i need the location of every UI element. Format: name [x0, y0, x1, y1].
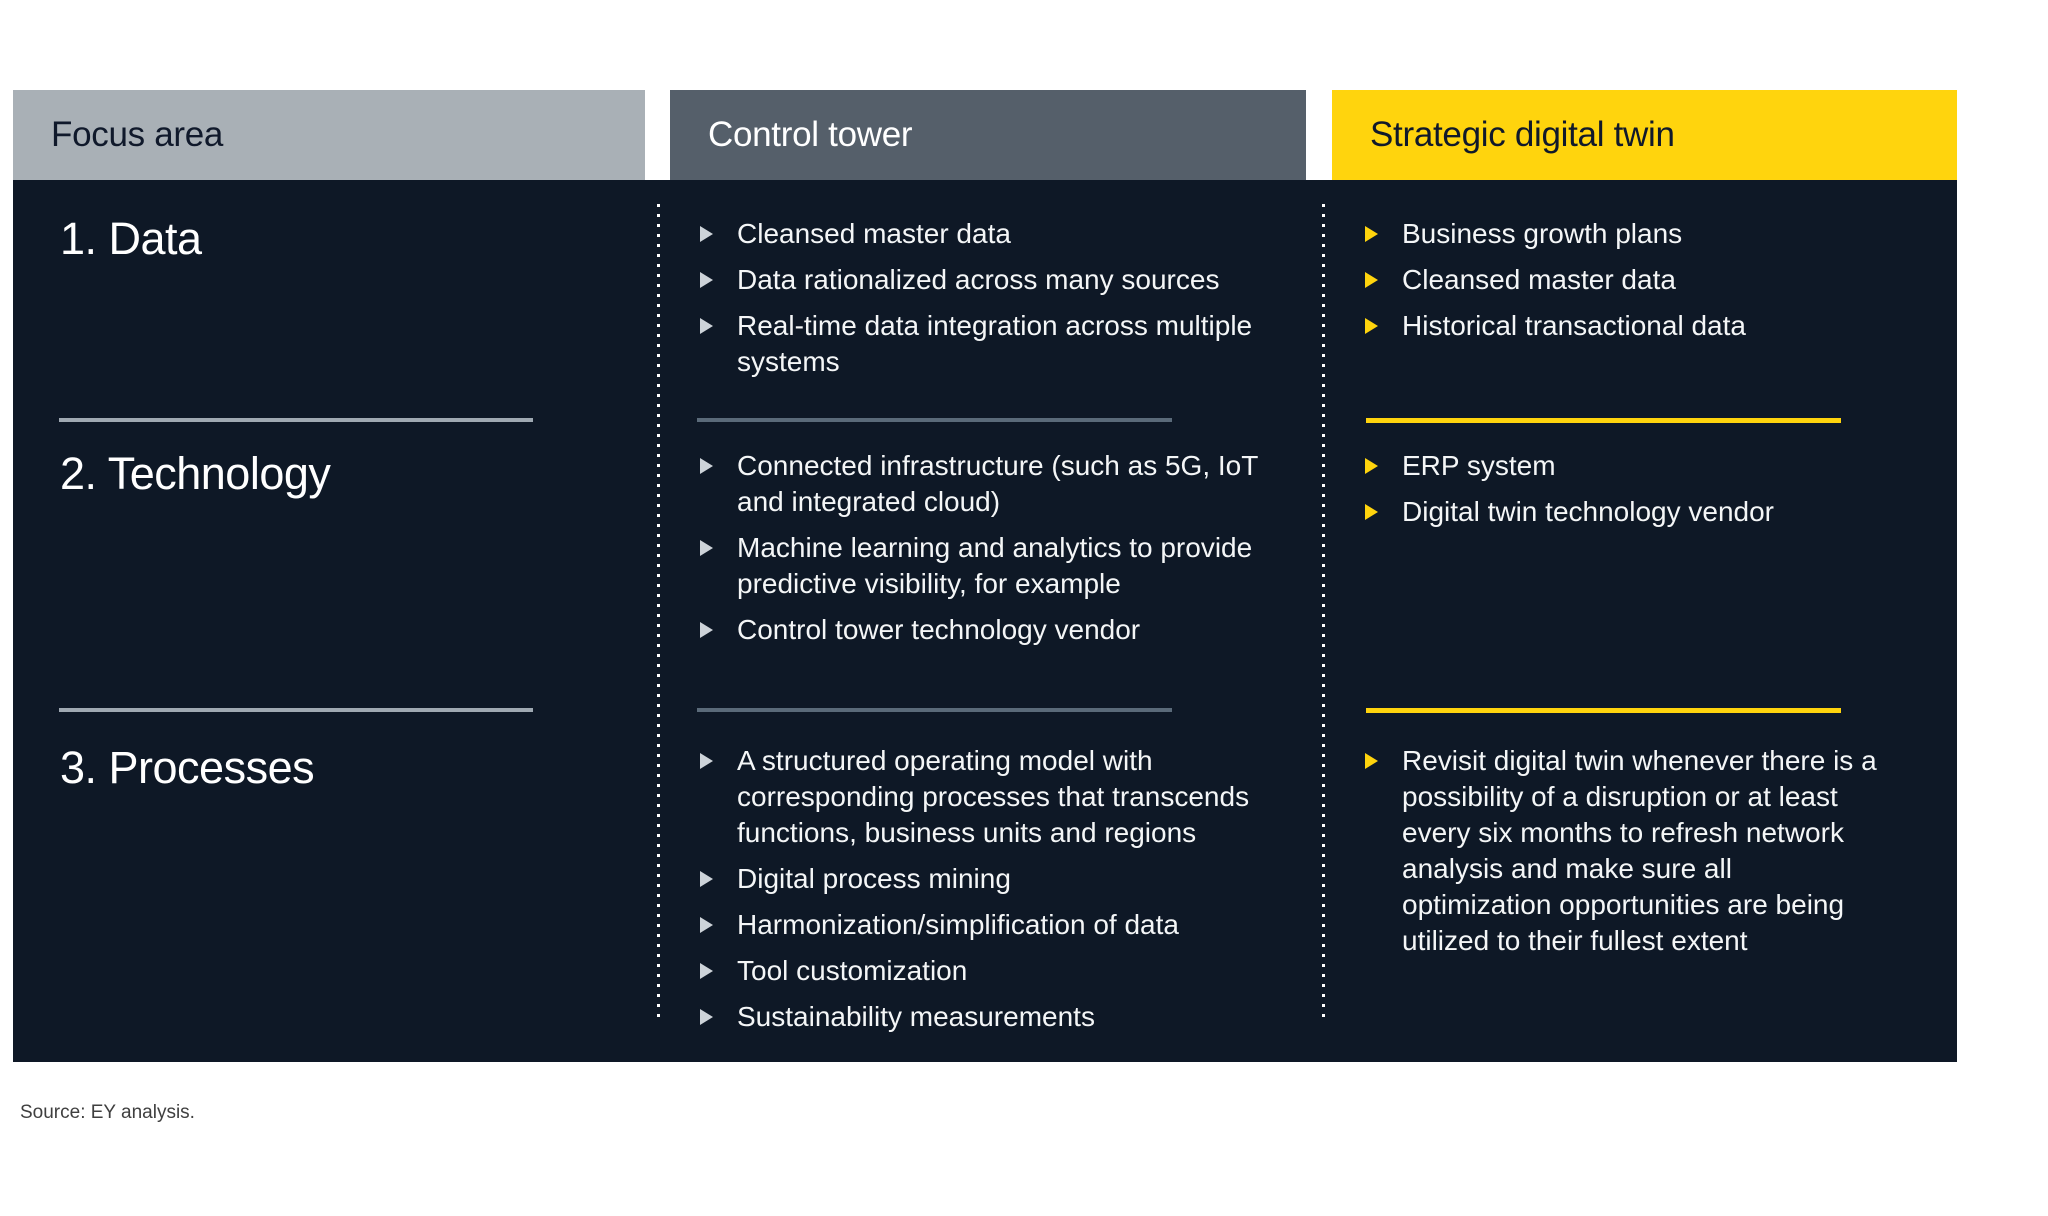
dotted-separator-2: [1322, 204, 1325, 1020]
triangle-right-icon: [700, 1009, 713, 1025]
list-item: [1365, 448, 1880, 484]
dotted-separator-1: [657, 204, 660, 1020]
triangle-right-icon: [700, 226, 713, 242]
list-item-text: Tool customization: [737, 955, 968, 986]
triangle-right-icon: [700, 272, 713, 288]
triangle-right-icon: [1365, 458, 1378, 474]
row-title-data: 1. Data: [60, 213, 202, 264]
divider-digital-row1: [1366, 418, 1841, 423]
list-item-text: Revisit digital twin whenever there is a possibility of a disruption or at least every six months to refresh network analysis and make sure all optimization opportunities are being utilized to their fullest extent: [1402, 745, 1877, 956]
list-item-text: Data rationalized across many sources: [737, 264, 1220, 295]
list-item: [700, 530, 1295, 602]
list-item-text: Machine learning and analytics to provide predictive visibility, for example: [737, 532, 1253, 599]
control-tower-row2-list: [700, 448, 1295, 658]
triangle-right-icon: [1365, 753, 1378, 769]
control-tower-row1-list: [700, 216, 1295, 390]
header-cell-control-tower: [670, 90, 1306, 180]
triangle-right-icon: [700, 963, 713, 979]
triangle-right-icon: [700, 458, 713, 474]
triangle-right-icon: [700, 917, 713, 933]
triangle-right-icon: [700, 540, 713, 556]
digital-twin-row2-list: [1365, 448, 1880, 540]
row-title-technology: 2. Technology: [60, 448, 331, 499]
divider-focus-row1: [59, 418, 533, 422]
list-item-text: Cleansed master data: [1402, 264, 1676, 295]
list-item: [700, 448, 1295, 520]
triangle-right-icon: [1365, 226, 1378, 242]
list-item-text: Digital twin technology vendor: [1402, 496, 1774, 527]
header-cell-strategic-digital-twin: [1332, 90, 1957, 180]
list-item: [700, 262, 1295, 298]
list-item: [700, 216, 1295, 252]
header-cell-focus-area: [13, 90, 645, 180]
list-item-text: ERP system: [1402, 450, 1556, 481]
divider-focus-row2: [59, 708, 533, 712]
list-item: [1365, 216, 1880, 252]
list-item: [700, 743, 1295, 851]
list-item: [700, 861, 1295, 897]
header-label-focus-area: Focus area: [51, 115, 224, 154]
table-body-panel: [13, 180, 1957, 1062]
list-item-text: Harmonization/simplification of data: [737, 909, 1179, 940]
triangle-right-icon: [1365, 504, 1378, 520]
list-item-text: Sustainability measurements: [737, 1001, 1095, 1032]
triangle-right-icon: [700, 753, 713, 769]
header-label-control-tower: Control tower: [708, 115, 913, 154]
list-item-text: Historical transactional data: [1402, 310, 1746, 341]
row-title-processes: 3. Processes: [60, 742, 315, 793]
list-item: [700, 907, 1295, 943]
list-item-text: Cleansed master data: [737, 218, 1011, 249]
list-item: [700, 953, 1295, 989]
list-item: [1365, 494, 1880, 530]
list-item-text: Control tower technology vendor: [737, 614, 1141, 645]
list-item: [1365, 743, 1880, 959]
list-item-text: Business growth plans: [1402, 218, 1683, 249]
list-item-text: Connected infrastructure (such as 5G, IoT and integrated cloud): [737, 450, 1258, 517]
digital-twin-row1-list: [1365, 216, 1880, 354]
triangle-right-icon: [700, 871, 713, 887]
list-item-text: Digital process mining: [737, 863, 1011, 894]
digital-twin-row3-list: [1365, 743, 1880, 969]
list-item: [700, 612, 1295, 648]
list-item-text: A structured operating model with corresponding processes that transcends functions, business units and regions: [737, 745, 1250, 848]
divider-digital-row2: [1366, 708, 1841, 713]
list-item: [700, 999, 1295, 1035]
divider-control-row2: [697, 708, 1172, 712]
list-item-text: Real-time data integration across multiple systems: [737, 310, 1253, 377]
triangle-right-icon: [1365, 318, 1378, 334]
triangle-right-icon: [700, 318, 713, 334]
source-note: Source: EY analysis.: [20, 1102, 195, 1123]
triangle-right-icon: [1365, 272, 1378, 288]
triangle-right-icon: [700, 622, 713, 638]
list-item: [1365, 308, 1880, 344]
list-item: [1365, 262, 1880, 298]
header-label-strategic-digital-twin: Strategic digital twin: [1370, 115, 1675, 154]
control-tower-row3-list: [700, 743, 1295, 1045]
list-item: [700, 308, 1295, 380]
divider-control-row1: [697, 418, 1172, 422]
